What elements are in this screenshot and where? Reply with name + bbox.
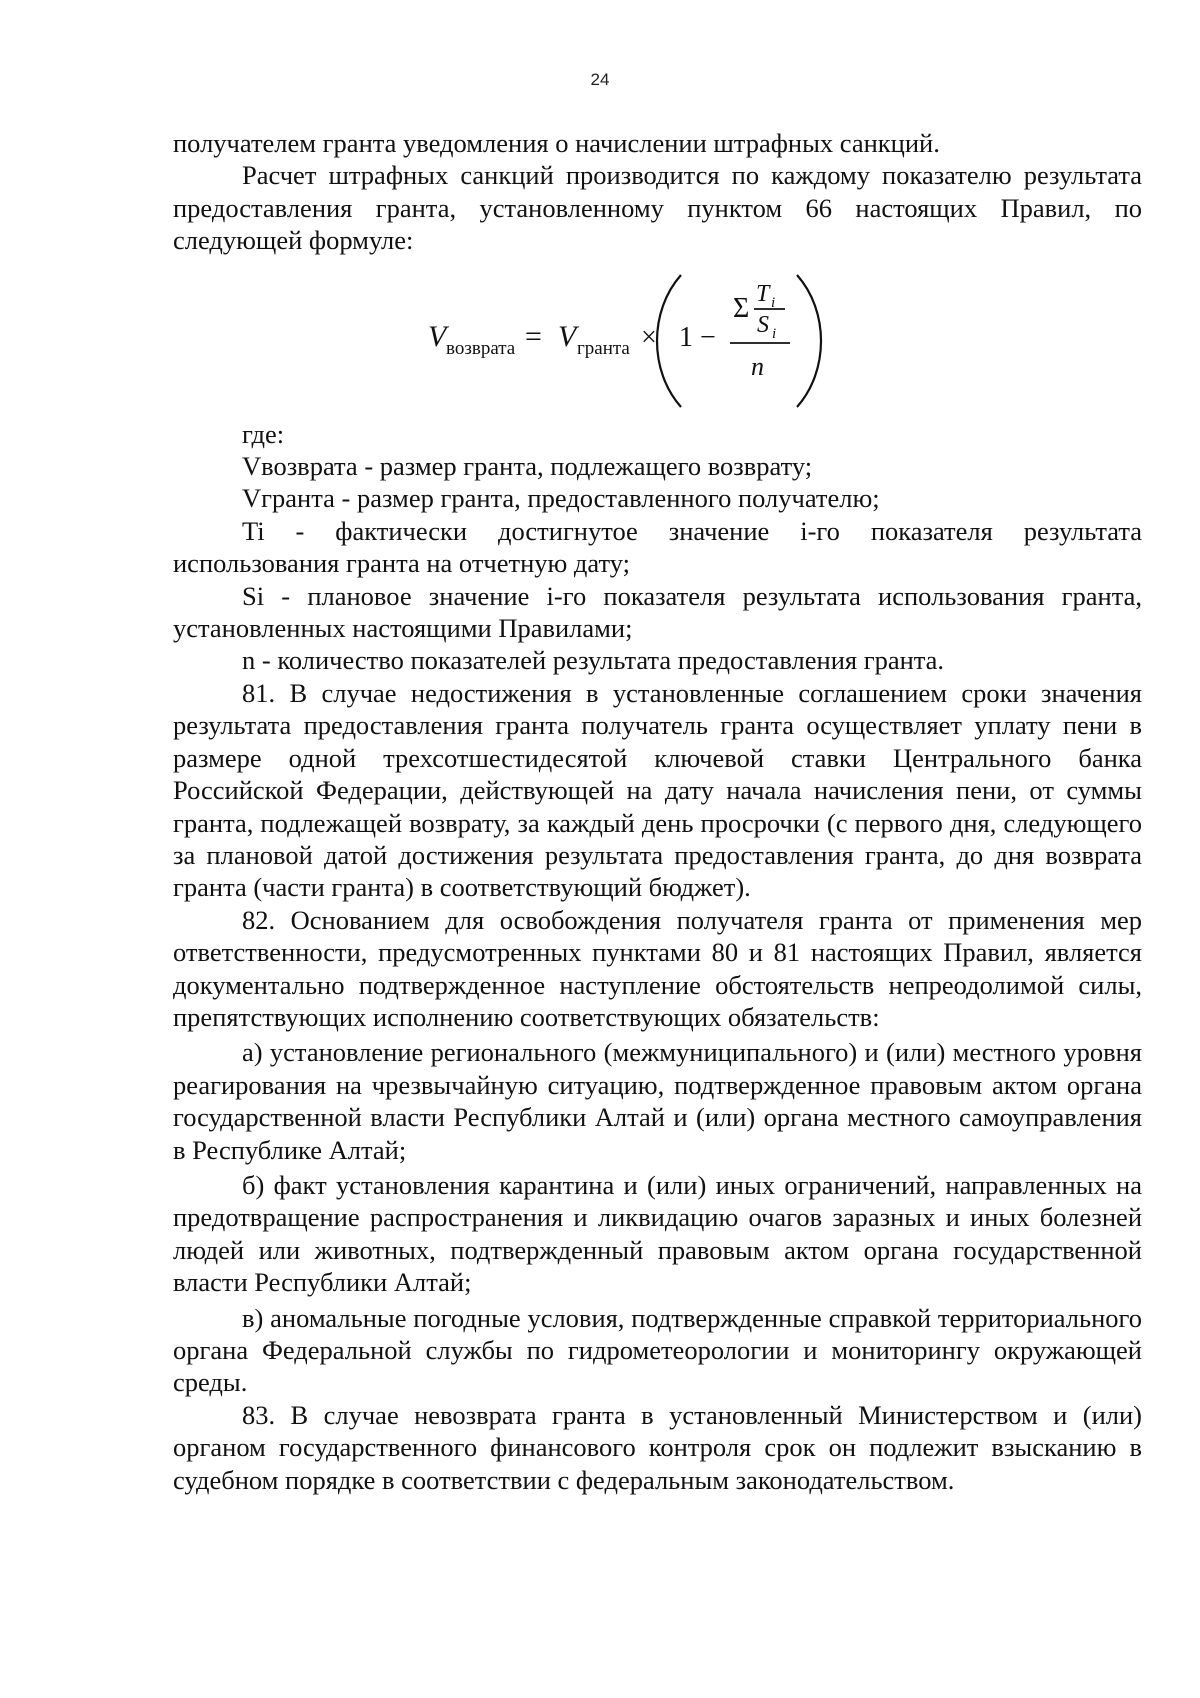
paragraph: 83. В случае невозврата гранта в установленный Министерством и (или) органом государственного финансового контроля срок он подлежит взысканию в судебном порядке в соответствии с федеральным законодательством.	[173, 1399, 1142, 1495]
page-body	[173, 127, 1142, 1496]
paragraph: Vвозврата - размер гранта, подлежащего возврату;	[242, 451, 813, 482]
right-paren	[797, 275, 821, 407]
penalty-formula	[173, 261, 1142, 416]
paragraph: Si - плановое значение i-го показателя результата использования гранта, установленных настоящими Правилами;	[173, 580, 1142, 644]
paragraph: б) факт установления карантина и (или) иных ограничений, направленных на предотвращение распространения и ликвидацию очагов заразных и иных болезней людей или животных, подтвержденный правовым актом органа государственной власти Республики Алтай;	[173, 1169, 1142, 1298]
formula-times: ×	[641, 321, 657, 353]
formula-rhs-sub: гранта	[577, 337, 630, 359]
formula-lhs-var: V	[428, 319, 447, 353]
paragraph: 81. В случае недостижения в установленные соглашением сроки значения результата предоставления гранта получатель гранта осуществляет уплату пени в размере одной трехсотшестидесятой ключевой ставки Центрального банка Российской Федерации, действующей на дату начала начисления пени, от суммы гранта, подлежащей возврату, за каждый день просрочки (с первого дня, следующего за плановой датой достижения результата предоставления гранта, до дня возврата гранта (части гранта) в соответствующий бюджет).	[173, 677, 1142, 903]
left-paren	[657, 275, 681, 407]
formula-s-sub: i	[772, 325, 777, 342]
sigma-symbol: Σ	[733, 292, 750, 324]
paragraph: n - количество показателей результата предоставления гранта.	[242, 645, 945, 676]
formula-s: S	[757, 311, 769, 338]
paragraph: а) установление регионального (межмуниципального) и (или) местного уровня реагирования на чрезвычайную ситуацию, подтвержденное правовым актом органа государственной власти Республики Алтай и (или) органа местного самоуправления в Республике Алтай;	[173, 1037, 1142, 1165]
page-number: 24	[590, 70, 610, 89]
paragraph: 82. Основанием для освобождения получателя гранта от применения мер ответственности, предусмотренных пунктами 80 и 81 настоящих Правил, является документально подтвержденное наступление обстоятельств непреодолимой силы, препятствующих исполнению соответствующих обязательств:	[173, 904, 1142, 1032]
formula-t-sub: i	[771, 294, 776, 311]
paragraph: Расчет штрафных санкций производится по каждому показателю результата предоставления гранта, установленному пунктом 66 настоящих Правил, по следующей формуле:	[173, 160, 1142, 256]
formula-equals: =	[525, 319, 542, 353]
formula-t: T	[756, 280, 770, 307]
formula-rhs-var: V	[558, 319, 577, 353]
formula-one-minus: 1 −	[679, 321, 716, 353]
paragraph: Vгранта - размер гранта, предоставленного получателю;	[242, 483, 880, 514]
paragraph: Ti - фактически достигнутое значение i-го показателя результата использования гранта на отчетную дату;	[173, 515, 1142, 579]
formula-n: n	[751, 351, 764, 381]
paragraph: получателем гранта уведомления о начислении штрафных санкций.	[173, 128, 940, 158]
formula-lhs-sub: возврата	[446, 337, 516, 359]
paragraph: где:	[242, 418, 285, 449]
paragraph: в) аномальные погодные условия, подтвержденные справкой территориального органа Федеральной службы по гидрометеорологии и мониторингу окружающей среды.	[173, 1302, 1142, 1398]
